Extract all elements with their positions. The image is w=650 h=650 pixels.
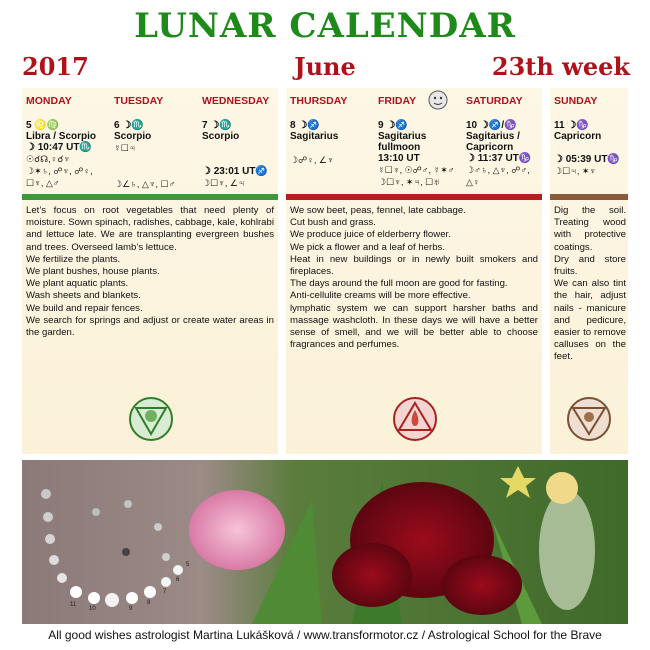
day-date: 6 ☽♏ xyxy=(114,120,144,131)
moon-phases-spiral xyxy=(36,482,196,612)
day-aspects: ☽☍♀, ∠♆ xyxy=(290,155,334,165)
day-name: MONDAY xyxy=(26,95,72,107)
day-sunday xyxy=(554,95,628,177)
day-subsign: ☿☐♃ xyxy=(114,143,136,153)
day-monday xyxy=(26,95,110,189)
day-sign: Sagitarius fullmoon xyxy=(378,131,427,153)
day-date: 9 ☽♐ xyxy=(378,120,408,131)
day-name: SUNDAY xyxy=(554,95,598,107)
day-thursday xyxy=(290,95,374,166)
day-sign: Scorpio xyxy=(114,131,152,142)
air-bar xyxy=(550,194,628,200)
sunday-text: Dig the soil. Treating wood with protective coatings. Dry and store fruits. We can also tint the hair, adjust nails - manicure and pedicure, easier to remove calluses on the feet. xyxy=(554,205,626,363)
phase-number: 9 xyxy=(129,606,133,612)
day-aspects: ☽☐♆, ∠♃ xyxy=(202,178,245,188)
calendar-title: LUNAR CALENDAR xyxy=(134,6,516,46)
day-sign: Sagitarius xyxy=(290,131,339,142)
day-aspects: ☽∠♄, △♆, ☐♂ xyxy=(114,179,176,189)
phase-number: 5 xyxy=(186,562,190,568)
day-moon-time: 13:10 UT xyxy=(378,153,420,164)
year-label: 2017 xyxy=(22,52,89,81)
earth-bar xyxy=(22,194,278,200)
day-sign: Sagitarius / Capricorn xyxy=(466,131,520,153)
phase-number: 10 xyxy=(89,606,96,612)
day-moon-time: ☽ 23:01 UT♐ xyxy=(202,166,268,177)
day-aspects: ☉☌☊,♀☌♆ ☽✶♄, ☍♆, ☍♀, ☐♆, △♂ xyxy=(26,154,93,188)
full-moon-icon xyxy=(428,90,448,110)
day-date: 11 ☽♑ xyxy=(554,120,589,131)
day-name: TUESDAY xyxy=(114,95,164,107)
phase-number: 6 xyxy=(176,577,180,583)
day-sign: Scorpio xyxy=(202,131,240,142)
phase-number: 11 xyxy=(70,602,77,608)
day-tuesday xyxy=(114,95,194,190)
day-aspects: ☿☐♆, ☉☍♂, ☿✶♂ ☽☐♆, ✶♃, ☐♅ xyxy=(378,165,455,187)
day-moon-time: ☽ 10:47 UT♏ xyxy=(26,142,92,153)
day-name: THURSDAY xyxy=(290,95,348,107)
day-name: SATURDAY xyxy=(466,95,523,107)
day-sign: Capricorn xyxy=(554,131,602,142)
day-date: 5 ♌♍ xyxy=(26,120,60,131)
day-friday xyxy=(378,95,462,188)
footer-credits: All good wishes astrologist Martina Lukášková / www.transformotor.cz / Astrological School for the Brave xyxy=(48,628,602,642)
day-aspects: ☽☐♃, ✶♆ xyxy=(554,166,597,176)
day-aspects: ☽♂♄, △♆, ☍♂, △♀ xyxy=(466,165,530,187)
fire-element-icon xyxy=(392,396,438,447)
phase-number: 8 xyxy=(147,600,151,606)
air-element-icon xyxy=(566,396,612,447)
day-date: 7 ☽♏ xyxy=(202,120,232,131)
earth-element-icon xyxy=(128,396,174,447)
day-date: 8 ☽♐ xyxy=(290,120,320,131)
day-saturday xyxy=(466,95,546,188)
fire-days-text: We sow beet, peas, fennel, late cabbage. Cut bush and grass. We produce juice of elderberry flower. We pick a flower and a leaf of herbs. Heat in new buildings or in newly built smokers and fireplaces. The days around the full moon are good for fasting. Anti-cellulite creams will be more effective. lymphatic system we can support harsher baths and massage washcloth. In these days we will have a better sense of smell, and we will be better able to choose fragrances and perfumes. xyxy=(290,205,538,351)
day-name: WEDNESDAY xyxy=(202,95,270,107)
day-date: 10 ☽♐/♑ xyxy=(466,120,517,131)
day-name: FRIDAY xyxy=(378,95,417,107)
month-label: June xyxy=(294,52,356,81)
week-label: 23th week xyxy=(491,52,630,81)
day-moon-time: ☽ 11:37 UT♑ xyxy=(466,153,532,164)
phase-number: 7 xyxy=(163,589,167,595)
day-moon-time: ☽ 05:39 UT♑ xyxy=(554,154,620,165)
earth-days-text: Let’s focus on root vegetables that need plenty of moisture. Sown spinach, radishes, cabbage, kale, kohlrabi and lettuce late. We are transplanting evergreen bushes and trees. Overseed lamb’s lettuce. We fertilize the plants. We plant bushes, house plants. We plant aquatic plants. Wash sheets and blankets. We build and repair fences. We search for springs and adjust or create water areas in the garden. xyxy=(26,205,274,339)
day-sign: Libra / Scorpio xyxy=(26,131,97,142)
day-wednesday xyxy=(202,95,280,189)
fire-bar xyxy=(286,194,542,200)
